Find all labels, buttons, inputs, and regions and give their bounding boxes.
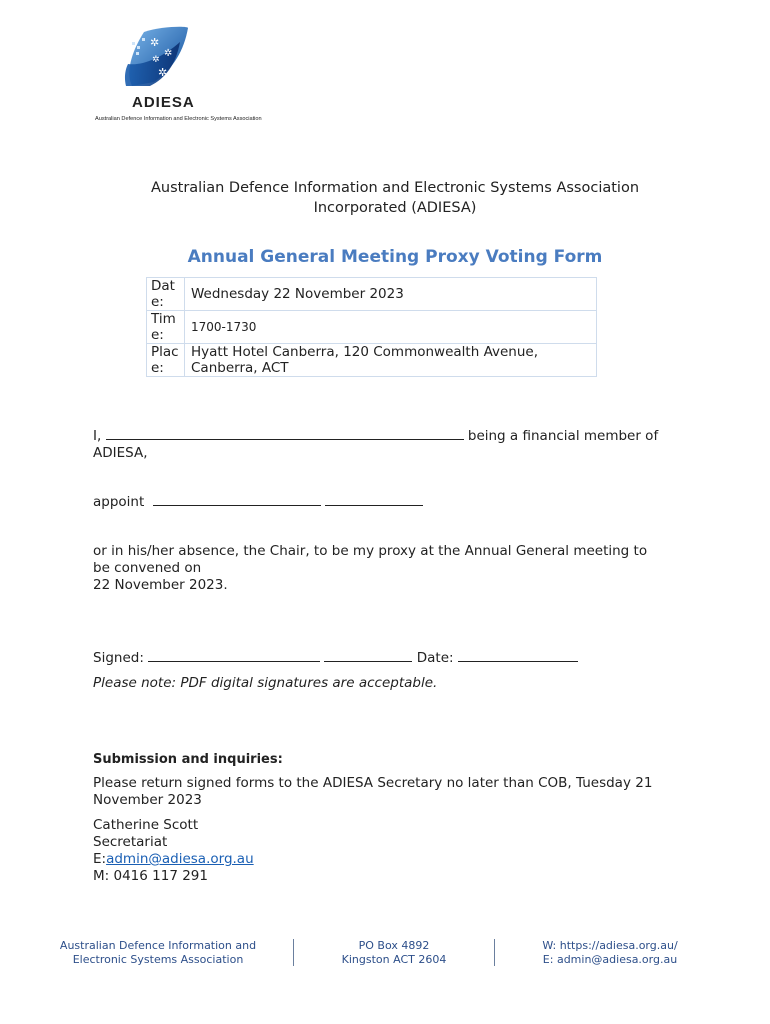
footer-address (300, 939, 488, 967)
contact-mobile: M: 0416 117 291 (93, 868, 208, 884)
footer-po-line1: PO Box 4892 (358, 939, 430, 952)
proxy-name-field[interactable] (153, 494, 321, 506)
member-statement (93, 428, 693, 462)
date-value: Wednesday 22 November 2023 (185, 278, 597, 311)
footer-email: E: admin@adiesa.org.au (542, 953, 678, 966)
member-name-field[interactable] (106, 428, 326, 440)
adiesa-logo (92, 24, 282, 128)
sign-date-label: Date: (416, 650, 454, 666)
logo-wordmark: ADIESA (132, 94, 195, 111)
footer-organisation (40, 939, 276, 967)
submission-heading: Submission and inquiries: (93, 752, 283, 767)
proxy-line1: or in his/her absence, the Chair, to be my proxy at the Annual General meeting to (93, 543, 648, 559)
place-value-line2: Canberra, ACT (191, 360, 289, 376)
sign-date-field[interactable] (458, 650, 578, 662)
contact-name: Catherine Scott (93, 817, 199, 833)
signature-field-ext2[interactable] (368, 650, 412, 662)
member-prefix: I, (93, 428, 102, 444)
svg-text:✲: ✲ (150, 36, 160, 49)
submission-line1: Please return signed forms to the ADIESA Secretary no later than COB, Tuesday 21 (93, 775, 653, 791)
svg-text:✲: ✲ (152, 55, 160, 65)
contact-email-link[interactable]: admin@adiesa.org.au (106, 851, 254, 867)
place-row (147, 344, 597, 377)
appoint-label: appoint (93, 494, 145, 510)
place-value-line1: Hyatt Hotel Canberra, 120 Commonwealth Avenue, (191, 344, 539, 360)
footer-po-line2: Kingston ACT 2604 (341, 953, 447, 966)
proxy-paragraph (93, 543, 693, 594)
proxy-line3: 22 November 2023. (93, 577, 228, 593)
logo-subtitle: Australian Defence Information and Electronic Systems Association (95, 116, 262, 122)
org-title-line1: Australian Defence Information and Electronic Systems Association (150, 180, 640, 196)
member-line2: ADIESA, (93, 445, 148, 461)
time-row (147, 311, 597, 344)
member-name-field-ext[interactable] (326, 428, 464, 440)
form-title: Annual General Meeting Proxy Voting Form (187, 247, 603, 267)
proxy-line2: be convened on (93, 560, 202, 576)
svg-text:✲: ✲ (158, 66, 168, 79)
footer-org-line2: Electronic Systems Association (72, 953, 244, 966)
place-label: Place: (147, 344, 185, 377)
signature-field[interactable] (148, 650, 320, 662)
signature-line (93, 650, 578, 667)
org-title-line2: Incorporated (ADIESA) (313, 200, 477, 216)
footer-web: W: https://adiesa.org.au/ (542, 939, 678, 952)
proxy-name-field-2[interactable] (325, 494, 355, 506)
footer-contact (505, 939, 715, 967)
signed-label: Signed: (93, 650, 144, 666)
contact-email-row (93, 851, 254, 868)
organisation-title (0, 178, 770, 218)
appoint-statement (93, 494, 423, 511)
place-value (185, 344, 597, 377)
submission-text (93, 775, 693, 809)
email-prefix: E: (93, 851, 107, 867)
proxy-name-field-3[interactable] (355, 494, 423, 506)
footer-divider-2 (494, 939, 495, 966)
date-label: Date: (147, 278, 185, 311)
svg-text:✲: ✲ (164, 48, 173, 59)
submission-line2: November 2023 (93, 792, 202, 808)
footer-divider-1 (293, 939, 294, 966)
signature-note: Please note: PDF digital signatures are acceptable. (93, 675, 438, 691)
svg-text:✦: ✦ (172, 62, 178, 70)
signature-field-ext[interactable] (324, 650, 368, 662)
footer-org-line1: Australian Defence Information and (59, 939, 257, 952)
contact-block (93, 817, 254, 885)
time-value: 1700-1730 (185, 311, 597, 344)
meeting-details-table (146, 277, 597, 377)
date-row (147, 278, 597, 311)
member-suffix: being a financial member of (467, 428, 659, 444)
contact-role: Secretariat (93, 834, 168, 850)
time-label: Time: (147, 311, 185, 344)
